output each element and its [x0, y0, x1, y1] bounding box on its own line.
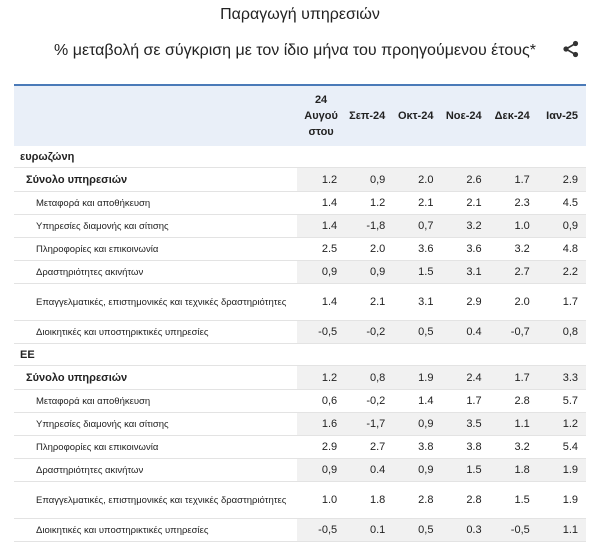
value-cell: 3.2 [441, 215, 489, 238]
value-cell: 0,9 [538, 215, 586, 238]
table-row [14, 321, 586, 344]
value-cell: 1.7 [490, 168, 538, 192]
value-cell: 2.0 [345, 238, 393, 261]
value-cell: 3.3 [538, 366, 586, 390]
group-header-row [14, 344, 586, 366]
value-cell: 3.6 [393, 238, 441, 261]
value-cell: -0,2 [345, 390, 393, 413]
table-row [14, 519, 586, 542]
row-label: Δραστηριότητες ακινήτων [14, 261, 297, 284]
value-cell: -1,8 [345, 215, 393, 238]
value-cell: 3.5 [441, 413, 489, 436]
table-row [14, 390, 586, 413]
value-cell: 4.5 [538, 192, 586, 215]
column-header: Ιαν-25 [538, 85, 586, 146]
value-cell: 1.8 [490, 459, 538, 482]
column-header: Οκτ-24 [393, 85, 441, 146]
table-row [14, 459, 586, 482]
value-cell: 0,9 [297, 261, 345, 284]
column-header: Νοε-24 [441, 85, 489, 146]
table-row [14, 261, 586, 284]
value-cell: 1.2 [345, 192, 393, 215]
value-cell: 0.4 [345, 459, 393, 482]
value-cell: 1.5 [490, 482, 538, 519]
value-cell: 2.9 [297, 436, 345, 459]
value-cell: 3.2 [490, 436, 538, 459]
group-name: ΕΕ [14, 344, 586, 366]
header-label-cell [14, 85, 297, 146]
value-cell: 2.1 [345, 284, 393, 321]
row-label: Μεταφορά και αποθήκευση [14, 192, 297, 215]
value-cell: 1.0 [490, 215, 538, 238]
value-cell: 0,8 [345, 366, 393, 390]
column-header-text: 24 Αυγού στου [304, 94, 338, 138]
value-cell: 3.1 [441, 261, 489, 284]
value-cell: 2.1 [441, 192, 489, 215]
value-cell: 1.2 [538, 413, 586, 436]
value-cell: 2.7 [345, 436, 393, 459]
value-cell: 0,5 [393, 321, 441, 344]
row-label: Σύνολο υπηρεσιών [14, 366, 297, 390]
value-cell: 2.8 [490, 390, 538, 413]
value-cell: 1.5 [441, 459, 489, 482]
page-title: Παραγωγή υπηρεσιών [220, 6, 380, 23]
value-cell: 0.3 [441, 519, 489, 542]
table-row [14, 192, 586, 215]
value-cell: -0,5 [297, 519, 345, 542]
value-cell: 2.8 [441, 482, 489, 519]
value-cell: 1.1 [490, 413, 538, 436]
value-cell: -1,7 [345, 413, 393, 436]
value-cell: -0,7 [490, 321, 538, 344]
value-cell: 1.4 [393, 390, 441, 413]
table-row [14, 482, 586, 519]
table-row [14, 413, 586, 436]
table-row [14, 284, 586, 321]
value-cell: -0,2 [345, 321, 393, 344]
value-cell: 3.1 [393, 284, 441, 321]
value-cell: 1.0 [297, 482, 345, 519]
value-cell: 1.5 [393, 261, 441, 284]
value-cell: 1.7 [538, 284, 586, 321]
value-cell: 2.4 [441, 366, 489, 390]
value-cell: -0,5 [490, 519, 538, 542]
value-cell: 5.4 [538, 436, 586, 459]
group-name: ευρωζώνη [14, 146, 586, 168]
value-cell: 2.0 [393, 168, 441, 192]
value-cell: 2.3 [490, 192, 538, 215]
column-header: Δεκ-24 [490, 85, 538, 146]
value-cell: 2.9 [538, 168, 586, 192]
value-cell: 0,9 [393, 413, 441, 436]
value-cell: 2.1 [393, 192, 441, 215]
value-cell: 1.1 [538, 519, 586, 542]
value-cell: 1.6 [297, 413, 345, 436]
value-cell: 0,6 [297, 390, 345, 413]
value-cell: 1.2 [297, 366, 345, 390]
value-cell: 0,9 [297, 459, 345, 482]
row-label: Διοικητικές και υποστηρικτικές υπηρεσίες [14, 519, 297, 542]
page-subtitle: % μεταβολή σε σύγκριση με τον ίδιο μήνα του προηγούμενου έτους* [54, 42, 536, 59]
share-icon[interactable] [562, 40, 580, 58]
value-cell: 3.6 [441, 238, 489, 261]
total-row [14, 168, 586, 192]
value-cell: 0,9 [345, 168, 393, 192]
value-cell: 1.4 [297, 192, 345, 215]
value-cell: 2.0 [490, 284, 538, 321]
value-cell: 3.2 [490, 238, 538, 261]
value-cell: 1.7 [441, 390, 489, 413]
row-label: Σύνολο υπηρεσιών [14, 168, 297, 192]
row-label: Υπηρεσίες διαμονής και σίτισης [14, 413, 297, 436]
value-cell: 1.9 [393, 366, 441, 390]
data-table-container [14, 84, 586, 542]
value-cell: 0.4 [441, 321, 489, 344]
table-header-row [14, 85, 586, 146]
column-header: Σεπ-24 [345, 85, 393, 146]
value-cell: -0,5 [297, 321, 345, 344]
column-header [297, 85, 345, 146]
row-label: Δραστηριότητες ακινήτων [14, 459, 297, 482]
value-cell: 2.6 [441, 168, 489, 192]
row-label: Υπηρεσίες διαμονής και σίτισης [14, 215, 297, 238]
row-label: Επαγγελματικές, επιστημονικές και τεχνικές δραστηριότητες [14, 482, 297, 519]
value-cell: 1.9 [538, 459, 586, 482]
value-cell: 0.1 [345, 519, 393, 542]
value-cell: 2.7 [490, 261, 538, 284]
row-label: Μεταφορά και αποθήκευση [14, 390, 297, 413]
value-cell: 0,9 [345, 261, 393, 284]
value-cell: 1.2 [297, 168, 345, 192]
group-header-row [14, 146, 586, 168]
row-label: Επαγγελματικές, επιστημονικές και τεχνικές δραστηριότητες [14, 284, 297, 321]
value-cell: 4.8 [538, 238, 586, 261]
value-cell: 0,8 [538, 321, 586, 344]
row-label: Πληροφορίες και επικοινωνία [14, 436, 297, 459]
value-cell: 1.4 [297, 215, 345, 238]
value-cell: 2.8 [393, 482, 441, 519]
table-row [14, 215, 586, 238]
value-cell: 1.7 [490, 366, 538, 390]
total-row [14, 366, 586, 390]
table-row [14, 436, 586, 459]
value-cell: 3.8 [393, 436, 441, 459]
value-cell: 2.2 [538, 261, 586, 284]
value-cell: 2.5 [297, 238, 345, 261]
value-cell: 0,9 [393, 459, 441, 482]
value-cell: 0,5 [393, 519, 441, 542]
row-label: Πληροφορίες και επικοινωνία [14, 238, 297, 261]
services-table [14, 84, 586, 542]
value-cell: 1.8 [345, 482, 393, 519]
row-label: Διοικητικές και υποστηρικτικές υπηρεσίες [14, 321, 297, 344]
table-row [14, 238, 586, 261]
value-cell: 2.9 [441, 284, 489, 321]
value-cell: 1.4 [297, 284, 345, 321]
value-cell: 0,7 [393, 215, 441, 238]
value-cell: 3.8 [441, 436, 489, 459]
value-cell: 1.9 [538, 482, 586, 519]
value-cell: 5.7 [538, 390, 586, 413]
